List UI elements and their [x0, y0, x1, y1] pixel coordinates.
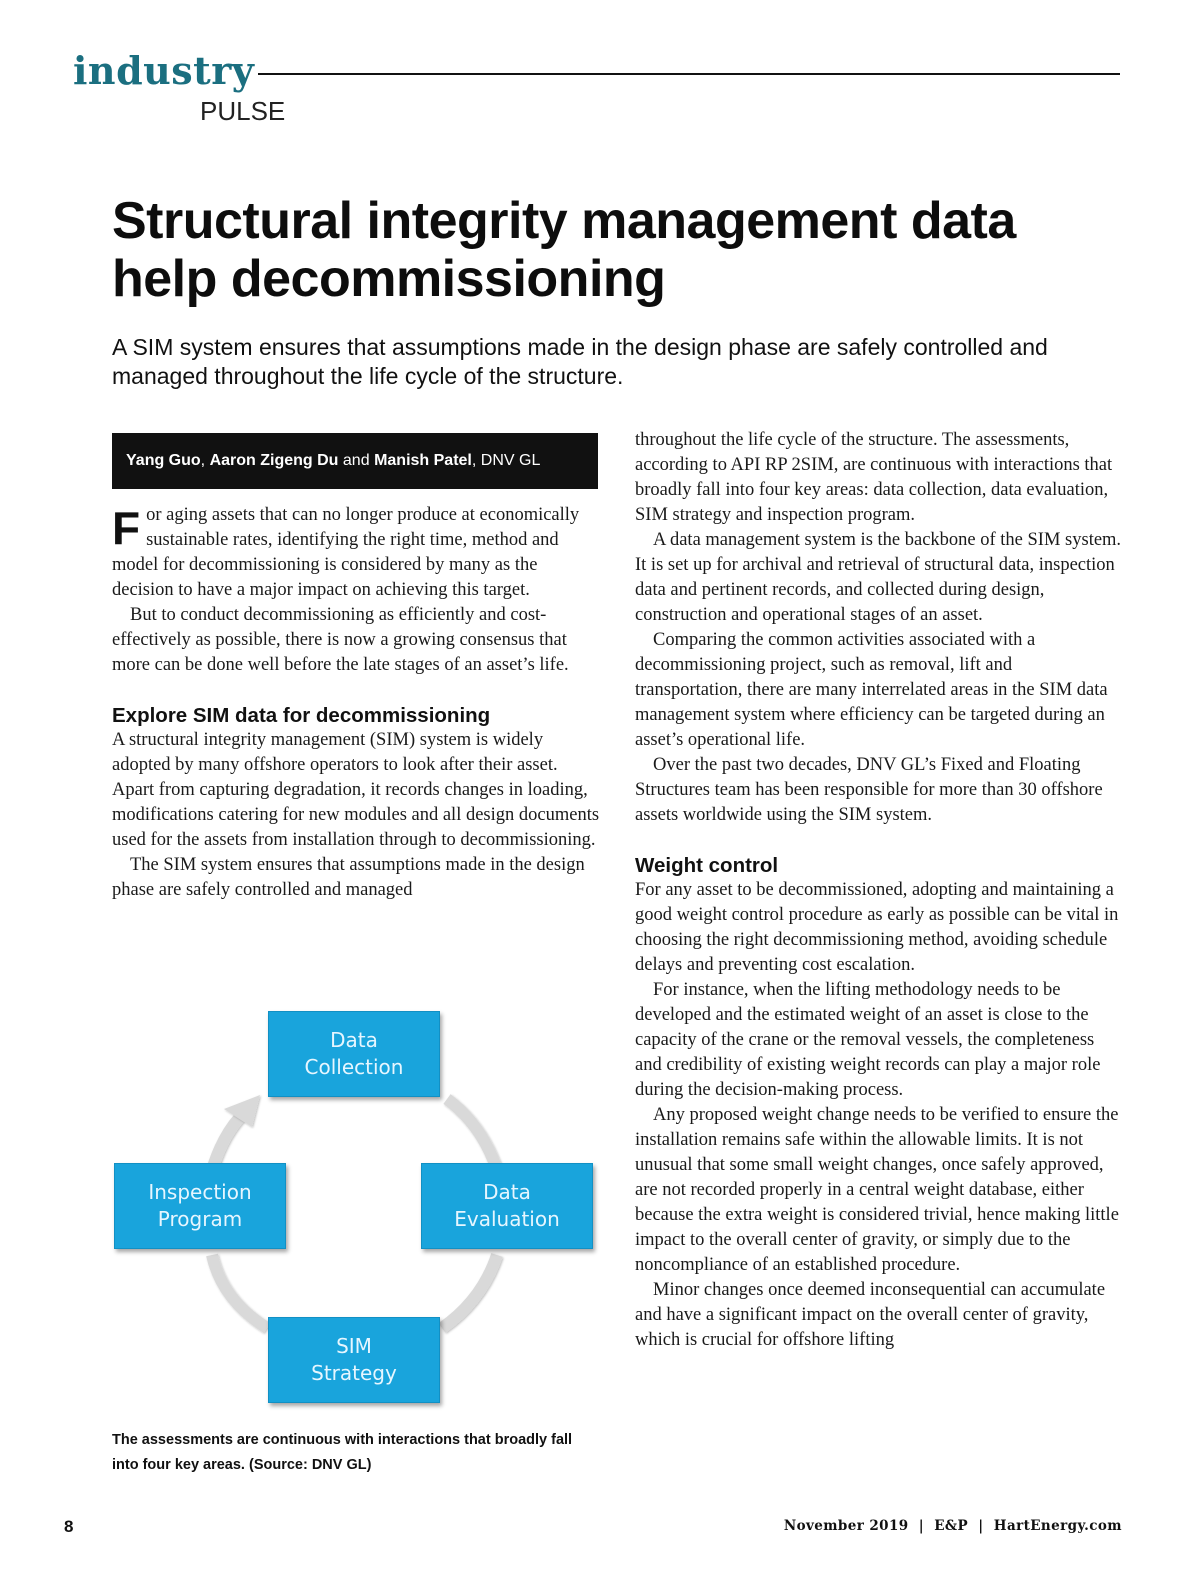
- page-number: 8: [64, 1517, 74, 1536]
- article-title: Structural integrity management data help decommissioning: [112, 192, 1016, 308]
- body-paragraph: For instance, when the lifting methodology needs to be developed and the estimated weight of an asset is close to the capacity of the crane or the removal vessels, the completeness and credibility of existing weight records can play a major role during the decision-making process.: [635, 980, 1101, 1100]
- box-label: Inspection: [148, 1180, 252, 1204]
- box-label: Program: [157, 1207, 243, 1231]
- figure-caption: The assessments are continuous with interactions that broadly fall into four key areas. (Source: DNV GL): [112, 1432, 573, 1473]
- article-deck: A SIM system ensures that assumptions made in the design phase are safely controlled and managed throughout the life cycle of the structure.: [112, 334, 1048, 389]
- body-paragraph: throughout the life cycle of the structure. The assessments, according to API RP 2SIM, are continuous with interactions that broadly fall into four key areas: data collection, data evaluation, SIM strategy and inspection program.: [635, 430, 1113, 525]
- box-inspection-program: [114, 1163, 286, 1249]
- box-sim-strategy: [268, 1317, 440, 1403]
- body-paragraph: Any proposed weight change needs to be verified to ensure the installation remains safe within the allowable limits. It is not unusual that some small weight changes, once safely approved, are not recorded properly in a central weight database, either because the extra weight is considered trivial, hence making little impact to the overall center of gravity, or simply due to the noncompliance of an established procedure.: [635, 1105, 1119, 1275]
- box-label: SIM: [336, 1334, 372, 1358]
- box-data-evaluation: [421, 1163, 593, 1249]
- body-paragraph: For any asset to be decommissioned, adopting and maintaining a good weight control procedure as early as possible can be vital in choosing the right decommissioning method, avoiding schedule delays and preventing cost escalation.: [635, 880, 1119, 975]
- box-label: Collection: [304, 1055, 404, 1079]
- byline-affiliation: , DNV GL: [471, 452, 541, 469]
- author-name: Manish Patel: [374, 452, 472, 469]
- body-paragraph: But to conduct decommissioning as efficiently and cost-effectively as possible, there is now a growing consensus that more can be done well before the late stages of an asset’s life.: [112, 605, 569, 675]
- body-paragraph: Minor changes once deemed inconsequential can accumulate and have a significant impact on the overall center of gravity, which is crucial for offshore lifting: [635, 1280, 1106, 1350]
- drop-cap: F: [112, 502, 141, 554]
- author-name: Aaron Zigeng Du: [209, 452, 339, 469]
- arc-bottom-left: [212, 1255, 267, 1328]
- section-title: industry: [73, 48, 255, 93]
- body-paragraph: Comparing the common activities associated with a decommissioning project, such as removal, lift and transportation, there are many interrelated areas in the SIM data management system where efficiency can be targeted during an asset’s operational life.: [635, 630, 1108, 750]
- sim-cycle-diagram: [112, 1005, 600, 1415]
- paragraph-text: or aging assets that can no longer produce at economically sustainable rates, identifying the right time, method and model for decommissioning is considered by many as the decision to have a major impact on achieving this target.: [112, 505, 580, 600]
- author-name: Yang Guo: [126, 452, 201, 469]
- body-paragraph: [112, 503, 600, 603]
- box-label: Data: [483, 1180, 531, 1204]
- byline-joiner: and: [342, 452, 370, 469]
- section-heading: Explore SIM data for decommissioning: [112, 704, 491, 727]
- header-rule: [258, 73, 1120, 75]
- box-label: Evaluation: [454, 1207, 560, 1231]
- left-column: [112, 503, 600, 903]
- box-label: Strategy: [311, 1361, 397, 1385]
- byline: Yang Guo , Aaron Zigeng Du and Manish Patel , DNV GL: [112, 433, 598, 489]
- body-paragraph: Over the past two decades, DNV GL’s Fixed and Floating Structures team has been responsible for more than 30 offshore assets worldwide using the SIM system.: [635, 755, 1103, 825]
- body-paragraph: The SIM system ensures that assumptions made in the design phase are safely controlled and managed: [112, 855, 585, 900]
- arc-right-bottom: [442, 1255, 497, 1328]
- arc-top-right: [447, 1099, 497, 1170]
- footer-issue: November 2019 | E&P | HartEnergy.com: [783, 1518, 1122, 1534]
- body-paragraph: A structural integrity management (SIM) system is widely adopted by many offshore operators to look after their asset. Apart from capturing degradation, it records changes in loading, modifications catering for new modules and all design documents used for the assets from installation through to decommissioning.: [112, 730, 600, 850]
- box-data-collection: [268, 1011, 440, 1097]
- section-subtitle: PULSE: [200, 96, 286, 126]
- box-label: Data: [330, 1028, 378, 1052]
- section-heading: Weight control: [635, 854, 779, 877]
- right-column: [635, 428, 1122, 1353]
- body-paragraph: A data management system is the backbone of the SIM system. It is set up for archival and retrieval of structural data, inspection data and pertinent records, and collected during design, construction and operational stages of an asset.: [635, 530, 1122, 625]
